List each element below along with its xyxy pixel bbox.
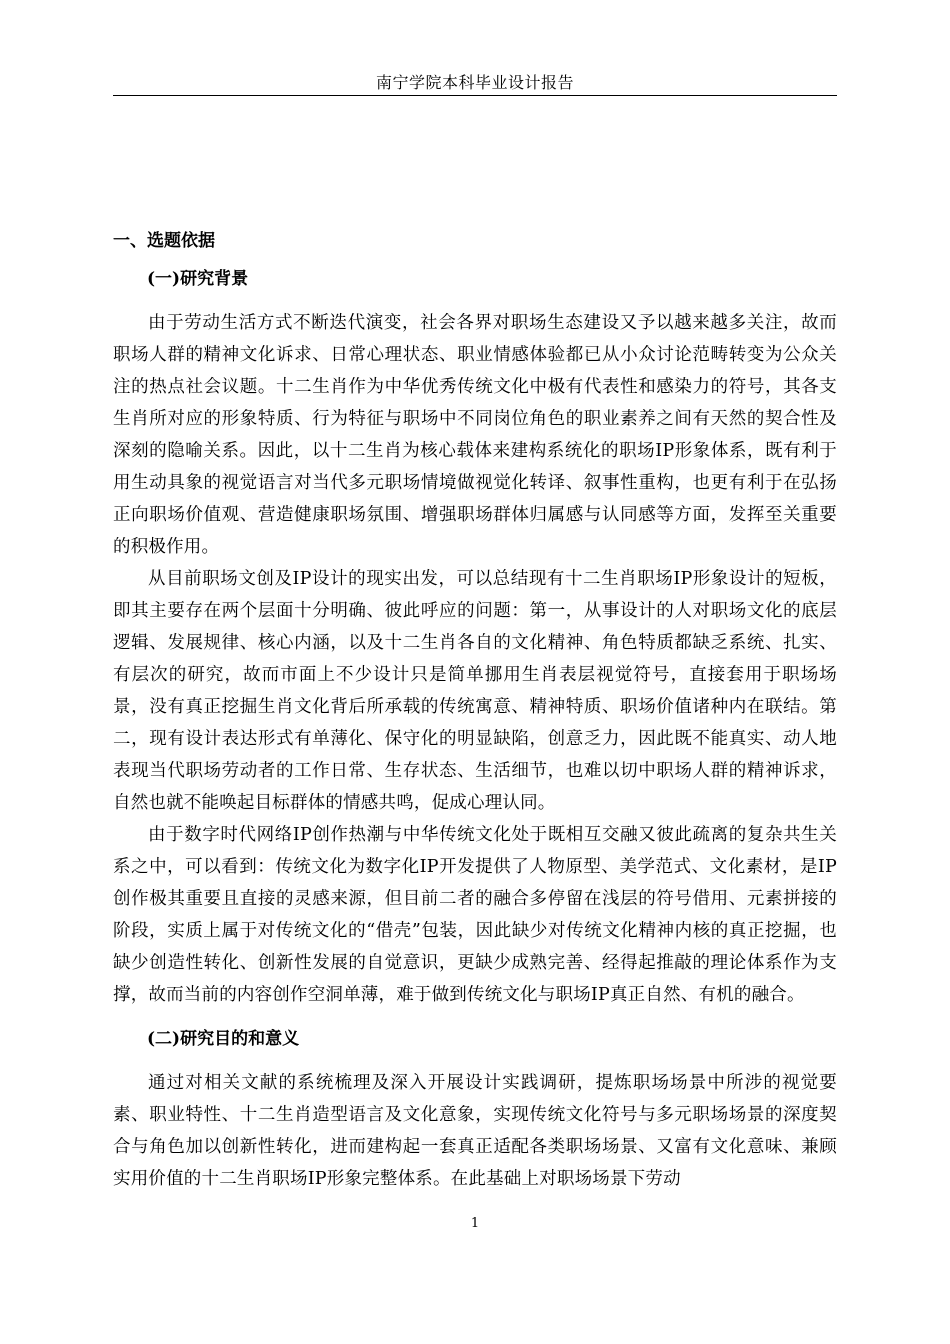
section-heading: 一、选题依据 bbox=[113, 231, 215, 251]
document-body bbox=[113, 225, 837, 1195]
paragraph: 由于劳动生活方式不断迭代演变，社会各界对职场生态建设又予以越来越多关注，故而职场人群的精神文化诉求、日常心理状态、职业情感体验都已从小众讨论范畴转变为公众关注的热点社会议题。十二生肖作为中华优秀传统文化中极有代表性和感染力的符号，其各支生肖所对应的形象特质、行为特征与职场中不同岗位角色的职业素养之间有天然的契合性及深刻的隐喻关系。因此，以十二生肖为核心载体来建构系统化的职场IP形象体系，既有利于用生动具象的视觉语言对当代多元职场情境做视觉化转译、叙事性重构，也更有利于在弘扬正向职场价值观、营造健康职场氛围、增强职场群体归属感与认同感等方面，发挥至关重要的积极作用。 bbox=[113, 313, 837, 557]
page-number: 1 bbox=[470, 1216, 480, 1231]
paragraph: 从目前职场文创及IP设计的现实出发，可以总结现有十二生肖职场IP形象设计的短板，即其主要存在两个层面十分明确、彼此呼应的问题：第一，从事设计的人对职场文化的底层逻辑、发展规律、核心内涵，以及十二生肖各自的文化精神、角色特质都缺乏系统、扎实、有层次的研究，故而市面上不少设计只是简单挪用生肖表层视觉符号，直接套用于职场场景，没有真正挖掘生肖文化背后所承载的传统寓意、精神特质、职场价值诸种内在联结。第二，现有设计表达形式有单薄化、保守化的明显缺陷，创意乏力，因此既不能真实、动人地表现当代职场劳动者的工作日常、生存状态、生活细节，也难以切中职场人群的精神诉求，自然也就不能唤起目标群体的情感共鸣，促成心理认同。 bbox=[113, 569, 837, 813]
header-divider bbox=[113, 95, 837, 96]
report-header-title: 南宁学院本科毕业设计报告 bbox=[375, 73, 574, 92]
subsection-heading-background: (一)研究背景 bbox=[147, 269, 249, 289]
subsection-heading-purpose: (二)研究目的和意义 bbox=[147, 1029, 300, 1049]
paragraph: 由于数字时代网络IP创作热潮与中华传统文化处于既相互交融又彼此疏离的复杂共生关系之中，可以看到：传统文化为数字化IP开发提供了人物原型、美学范式、文化素材，是IP创作极其重要且直接的灵感来源，但目前二者的融合多停留在浅层的符号借用、元素拼接的阶段，实质上属于对传统文化的“借壳”包装，因此缺少对传统文化精神内核的真正挖掘，也缺少创造性转化、创新性发展的自觉意识，更缺少成熟完善、经得起推敲的理论体系作为支撑，故而当前的内容创作空洞单薄，难于做到传统文化与职场IP真正自然、有机的融合。 bbox=[113, 825, 837, 1005]
paragraph: 通过对相关文献的系统梳理及深入开展设计实践调研，提炼职场场景中所涉的视觉要素、职业特性、十二生肖造型语言及文化意象，实现传统文化符号与多元职场场景的深度契合与角色加以创新性转化，进而建构起一套真正适配各类职场场景、又富有文化意味、兼顾实用价值的十二生肖职场IP形象完整体系。在此基础上对职场场景下劳动 bbox=[113, 1073, 837, 1189]
